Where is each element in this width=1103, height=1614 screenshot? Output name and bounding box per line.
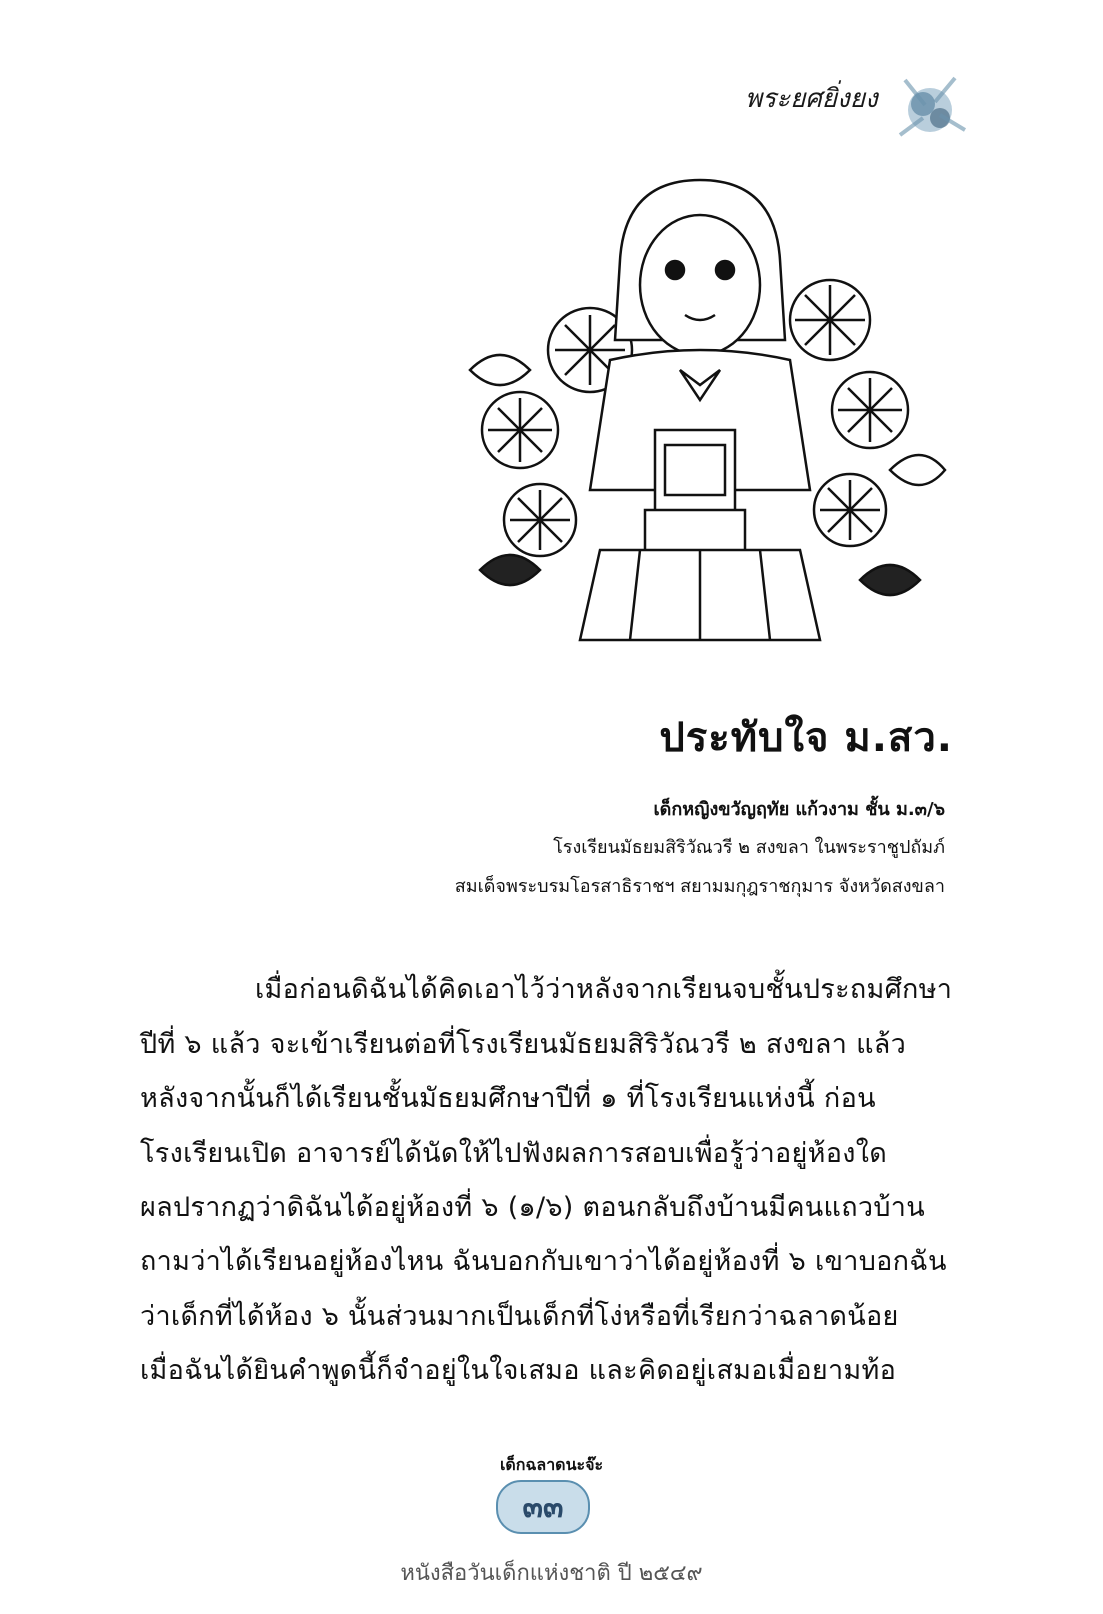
page-number-badge [496,1480,590,1534]
girl-with-award-sunflowers-illustration [450,170,950,650]
article-title: ประทับใจ ม.สว. [659,715,953,761]
sunflower-icon [482,392,558,468]
sunflower-icon [504,484,576,556]
footer-book-title: หนังสือวันเด็กแห่งชาติ ปี ๒๕๔๙ [400,1561,703,1586]
paragraph-line: โรงเรียนเปิด อาจารย์ได้นัดให้ไปฟังผลการสอบเพื่อรู้ว่าอยู่ห้องใด [140,1138,888,1169]
paragraph-line: ถามว่าได้เรียนอยู่ห้องไหน ฉันบอกกับเขาว่าได้อยู่ห้องที่ ๖ เขาบอกฉัน [140,1246,947,1277]
paragraph-line: เมื่อฉันได้ยินคำพูดนี้ก็จำอยู่ในใจเสมอ และคิดอยู่เสมอเมื่อยามท้อ [140,1355,897,1386]
logo-text: พระยศยิ่งยง [745,84,878,114]
paragraph-line: ว่าเด็กที่ได้ห้อง ๖ นั้นส่วนมากเป็นเด็กที่โง่หรือที่เรียกว่าฉลาดน้อย [140,1301,899,1332]
sunflower-icon [814,474,886,546]
paragraph-line: ปีที่ ๖ แล้ว จะเข้าเรียนต่อที่โรงเรียนมัธยมสิริวัณวรี ๒ สงขลา แล้ว [140,1029,907,1060]
paragraph-line: เมื่อก่อนดิฉันได้คิดเอาไว้ว่าหลังจากเรียนจบชั้นประถมศึกษา [255,974,953,1005]
author-line: เด็กหญิงขวัญฤทัย แก้วงาม ชั้น ม.๓/๖ [653,799,945,820]
flower-splash-icon [885,70,975,150]
school-line-1: โรงเรียนมัธยมสิริวัณวรี ๒ สงขลา ในพระราชูปถัมภ์ [553,837,945,858]
page-number: ๓๓ [522,1489,564,1525]
sunflower-icon [790,280,870,360]
paragraph-line: ผลปรากฏว่าดิฉันได้อยู่ห้องที่ ๖ (๑/๖) ตอนกลับถึงบ้านมีคนแถวบ้าน [140,1192,926,1223]
sunflower-icon [832,372,908,448]
paragraph-line: หลังจากนั้นก็ได้เรียนชั้นมัธยมศึกษาปีที่ ๑ ที่โรงเรียนแห่งนี้ ก่อน [140,1083,876,1114]
footer-series-title: เด็กฉลาดนะจ๊ะ [499,1455,604,1474]
header-logo [745,70,975,150]
school-line-2: สมเด็จพระบรมโอรสาธิราชฯ สยามมกุฎราชกุมาร จังหวัดสงขลา [454,876,945,897]
